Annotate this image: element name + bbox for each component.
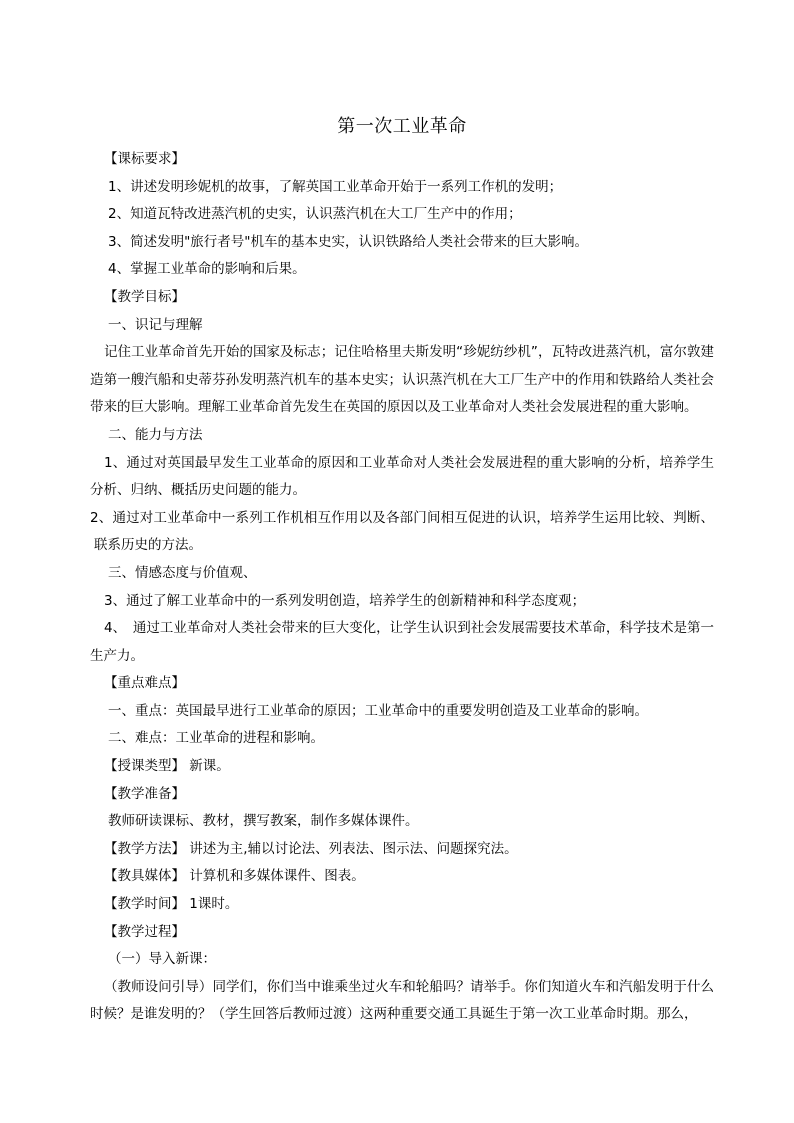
document-page <box>90 112 714 1029</box>
teaching-media: 【教具媒体】 计算机和多媒体课件、图表。 <box>104 868 365 885</box>
curriculum-item-1: 1、讲述发明珍妮机的故事，了解英国工业革命开始于一系列工作机的发明； <box>108 178 563 195</box>
objective-item-3: 3、通过了解工业革命中的一系列发明创造，培养学生的创新精神和科学态度观； <box>104 592 586 609</box>
curriculum-item-4: 4、掌握工业革命的影响和后果。 <box>108 261 306 278</box>
document-title: 第一次工业革命 <box>337 116 467 137</box>
objective-heading-3: 三、情感态度与价值观、 <box>108 564 257 581</box>
curriculum-item-3: 3、简述发明"旅行者号"机车的基本史实，认识铁路给人类社会带来的巨大影响。 <box>108 233 589 250</box>
objective-paragraph-2b: 2、通过对工业革命中一系列工作机相互作用以及各部门间相互促进的认识，培养学生运用比较、判断、联系历史的方法。 <box>90 509 714 554</box>
section-heading-curriculum: 【课标要求】 <box>104 151 185 167</box>
teaching-time: 【教学时间】 1课时。 <box>104 896 239 913</box>
objective-paragraph-2a: 1、通过对英国最早发生工业革命的原因和工业革命对人类社会发展进程的重大影响的分析，培养学生分析、归纳、概括历史问题的能力。 <box>90 454 714 499</box>
objective-item-4: 4、 通过工业革命对人类社会带来的巨大变化，让学生认识到社会发展需要技术革命，科学技术是第一生产力。 <box>90 620 714 664</box>
objective-heading-2: 二、能力与方法 <box>108 426 203 443</box>
objective-heading-1: 一、识记与理解 <box>108 316 203 333</box>
teaching-methods: 【教学方法】 讲述为主,辅以讨论法、列表法、图示法、问题探究法。 <box>104 840 518 857</box>
section-heading-key-points: 【重点难点】 <box>104 675 185 692</box>
section-heading-process: 【教学过程】 <box>104 923 185 940</box>
process-step-1-text: （教师设问引导）同学们，你们当中谁乘坐过火车和轮船吗？请举手。你们知道火车和汽船发明于什么时候？是谁发明的？（学生回答后教师过渡）这两种重要交通工具诞生于第一次工业革命时期。那么， <box>90 978 714 1023</box>
section-heading-preparation: 【教学准备】 <box>104 785 185 802</box>
preparation-text: 教师研读课标、教材，撰写教案，制作多媒体课件。 <box>108 813 419 830</box>
objective-paragraph-1: 记住工业革命首先开始的国家及标志；记住哈格里夫斯发明“珍妮纺纱机”，瓦特改进蒸汽机，富尔敦建造第一艘汽船和史蒂芬孙发明蒸汽机车的基本史实；认识蒸汽机在大工厂生产中的作用和铁路给人类社会带来的巨大影响。理解工业革命首先发生在英国的原因以及工业革命对人类社会发展进程的重大影响。 <box>90 344 714 416</box>
lesson-type: 【授课类型】 新课。 <box>104 758 230 775</box>
section-heading-objectives: 【教学目标】 <box>104 288 185 305</box>
key-point-2: 二、难点：工业革命的进程和影响。 <box>108 730 324 747</box>
key-point-1: 一、重点：英国最早进行工业革命的原因；工业革命中的重要发明创造及工业革命的影响。 <box>108 702 648 719</box>
process-step-1-heading: （一）导入新课： <box>108 951 216 968</box>
curriculum-item-2: 2、知道瓦特改进蒸汽机的史实，认识蒸汽机在大工厂生产中的作用； <box>108 206 522 223</box>
